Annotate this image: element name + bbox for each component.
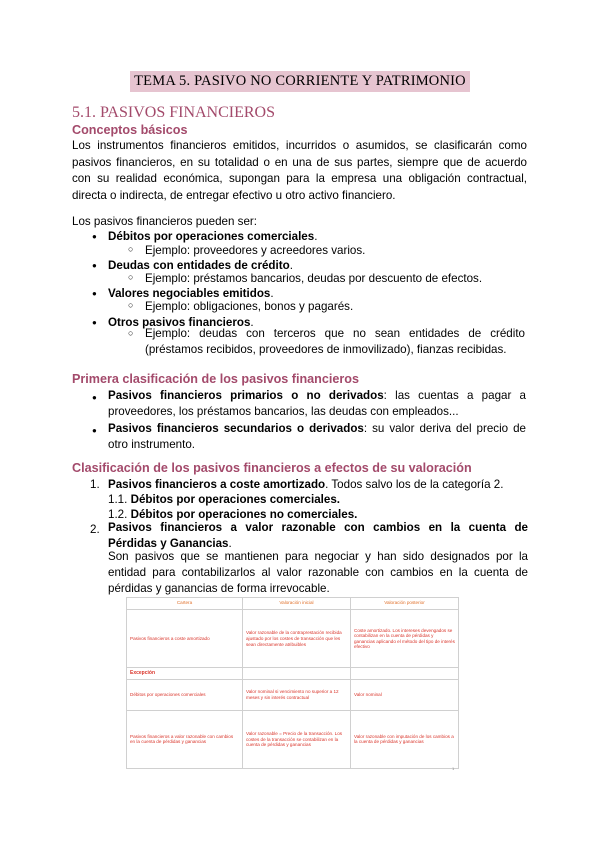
section-title: 5.1. PASIVOS FINANCIEROS: [72, 104, 276, 121]
table-cell: Excepción: [127, 668, 243, 680]
circle-bullet-icon: ○: [128, 328, 134, 338]
sub-item: 1.2. Débitos por operaciones no comerciales.: [108, 508, 358, 521]
bullet-icon: ●: [92, 426, 97, 435]
table-cell: Valor razonable de la contraprestación recibida ajustado por los costes de transacción que les sean directamente atribuibles: [243, 610, 351, 668]
table-cell: Coste amortizado. Los intereses devengados se contabilizan en la cuenta de pérdidas y ganancias aplicando el método del tipo de interés efectivo: [351, 610, 459, 668]
table-cell: Valor nominal: [351, 680, 459, 710]
list-item: Pasivos financieros a coste amortizado. Todos salvo los de la categoría 2.: [108, 478, 504, 491]
table-cell: Valor razonable = Precio de la transacción. Los costes de la transacción se contabilizan en la cuenta de pérdidas y ganancias: [243, 710, 351, 768]
list-item: Débitos por operaciones comerciales.: [108, 230, 318, 243]
list-number: 1.: [90, 478, 100, 491]
list-item-example: Ejemplo: obligaciones, bonos y pagarés.: [145, 300, 354, 313]
table-cell: Débitos por operaciones comerciales: [127, 680, 243, 710]
circle-bullet-icon: ○: [128, 300, 134, 310]
table-header-cell: Valoración posterior: [351, 598, 459, 610]
conceptos-heading: Conceptos básicos: [72, 123, 188, 137]
item2-paragraph: Son pasivos que se mantienen para negociar y han sido designados por la entidad para contabilizarlos al valor razonable con cambios en la cuenta de pérdidas y ganancias de forma irrevocable.: [108, 550, 528, 596]
table-header-cell: Cartera: [127, 598, 243, 610]
sub-item: 1.1. Débitos por operaciones comerciales.: [108, 493, 340, 506]
bullet-icon: ●: [92, 289, 97, 298]
circle-bullet-icon: ○: [128, 244, 134, 254]
bullet-icon: ●: [92, 232, 97, 241]
table-cell: Pasivos financieros a coste amortizado: [127, 610, 243, 668]
table-header-row: [127, 598, 459, 610]
table-cell: Valor nominal si vencimiento no superior a 12 meses y sin interés contractual: [243, 680, 351, 710]
table-row: [127, 680, 459, 710]
table-header-cell: Valoración inicial: [243, 598, 351, 610]
pasivos-intro: Los pasivos financieros pueden ser:: [72, 215, 257, 228]
bullet-icon: ●: [92, 261, 97, 270]
table-cell: Valor razonable con imputación de los cambios a la cuenta de pérdidas y ganancias: [351, 710, 459, 768]
list-number: 2.: [90, 523, 100, 536]
page-title: TEMA 5. PASIVO NO CORRIENTE Y PATRIMONIO: [130, 71, 470, 92]
primera-heading: Primera clasificación de los pasivos financieros: [72, 372, 359, 386]
list-item: Otros pasivos financieros.: [108, 316, 254, 329]
table-cell: [351, 668, 459, 680]
list-item: Deudas con entidades de crédito.: [108, 259, 293, 272]
list-item: Valores negociables emitidos.: [108, 287, 274, 300]
page-title-wrap: [0, 71, 600, 92]
list-item: Pasivos financieros a valor razonable con cambios en la cuenta de Pérdidas y Ganancias.: [108, 521, 528, 550]
conceptos-paragraph: Los instrumentos financieros emitidos, incurridos o asumidos, se clasificarán como pasivos financieros, en su totalidad o en una de sus partes, siempre que de acuerdo con su realidad económica, supongan para la empresa una obligación contractual, directa o indirecta, de entregar efectivo u otro activo financiero.: [72, 139, 527, 202]
table-footer-mark: 1: [452, 766, 455, 771]
bullet-icon: ●: [92, 318, 97, 327]
table-row: [127, 610, 459, 668]
list-item-example: Ejemplo: proveedores y acreedores varios.: [145, 244, 366, 257]
table-row: [127, 710, 459, 768]
valoracion-table: [126, 597, 459, 769]
list-item: Pasivos financieros primarios o no derivados: las cuentas a pagar a proveedores, los préstamos bancarios, las deudas con empleados...: [108, 389, 526, 419]
table-row: [127, 668, 459, 680]
bullet-icon: ●: [92, 393, 97, 402]
list-item: Pasivos financieros secundarios o derivados: su valor deriva del precio de otro instrumento.: [108, 422, 526, 452]
table-cell: [243, 668, 351, 680]
list-item-example: Ejemplo: deudas con terceros que no sean entidades de crédito (préstamos recibidos, proveedores de inmovilizado), fianzas recibidas.: [145, 327, 525, 357]
table-cell: Pasivos financieros a valor razonable con cambios en la cuenta de pérdidas y ganancias: [127, 710, 243, 768]
list-item-example: Ejemplo: préstamos bancarios, deudas por descuento de efectos.: [145, 272, 483, 285]
circle-bullet-icon: ○: [128, 272, 134, 282]
valoracion-heading: Clasificación de los pasivos financieros a efectos de su valoración: [72, 461, 472, 475]
